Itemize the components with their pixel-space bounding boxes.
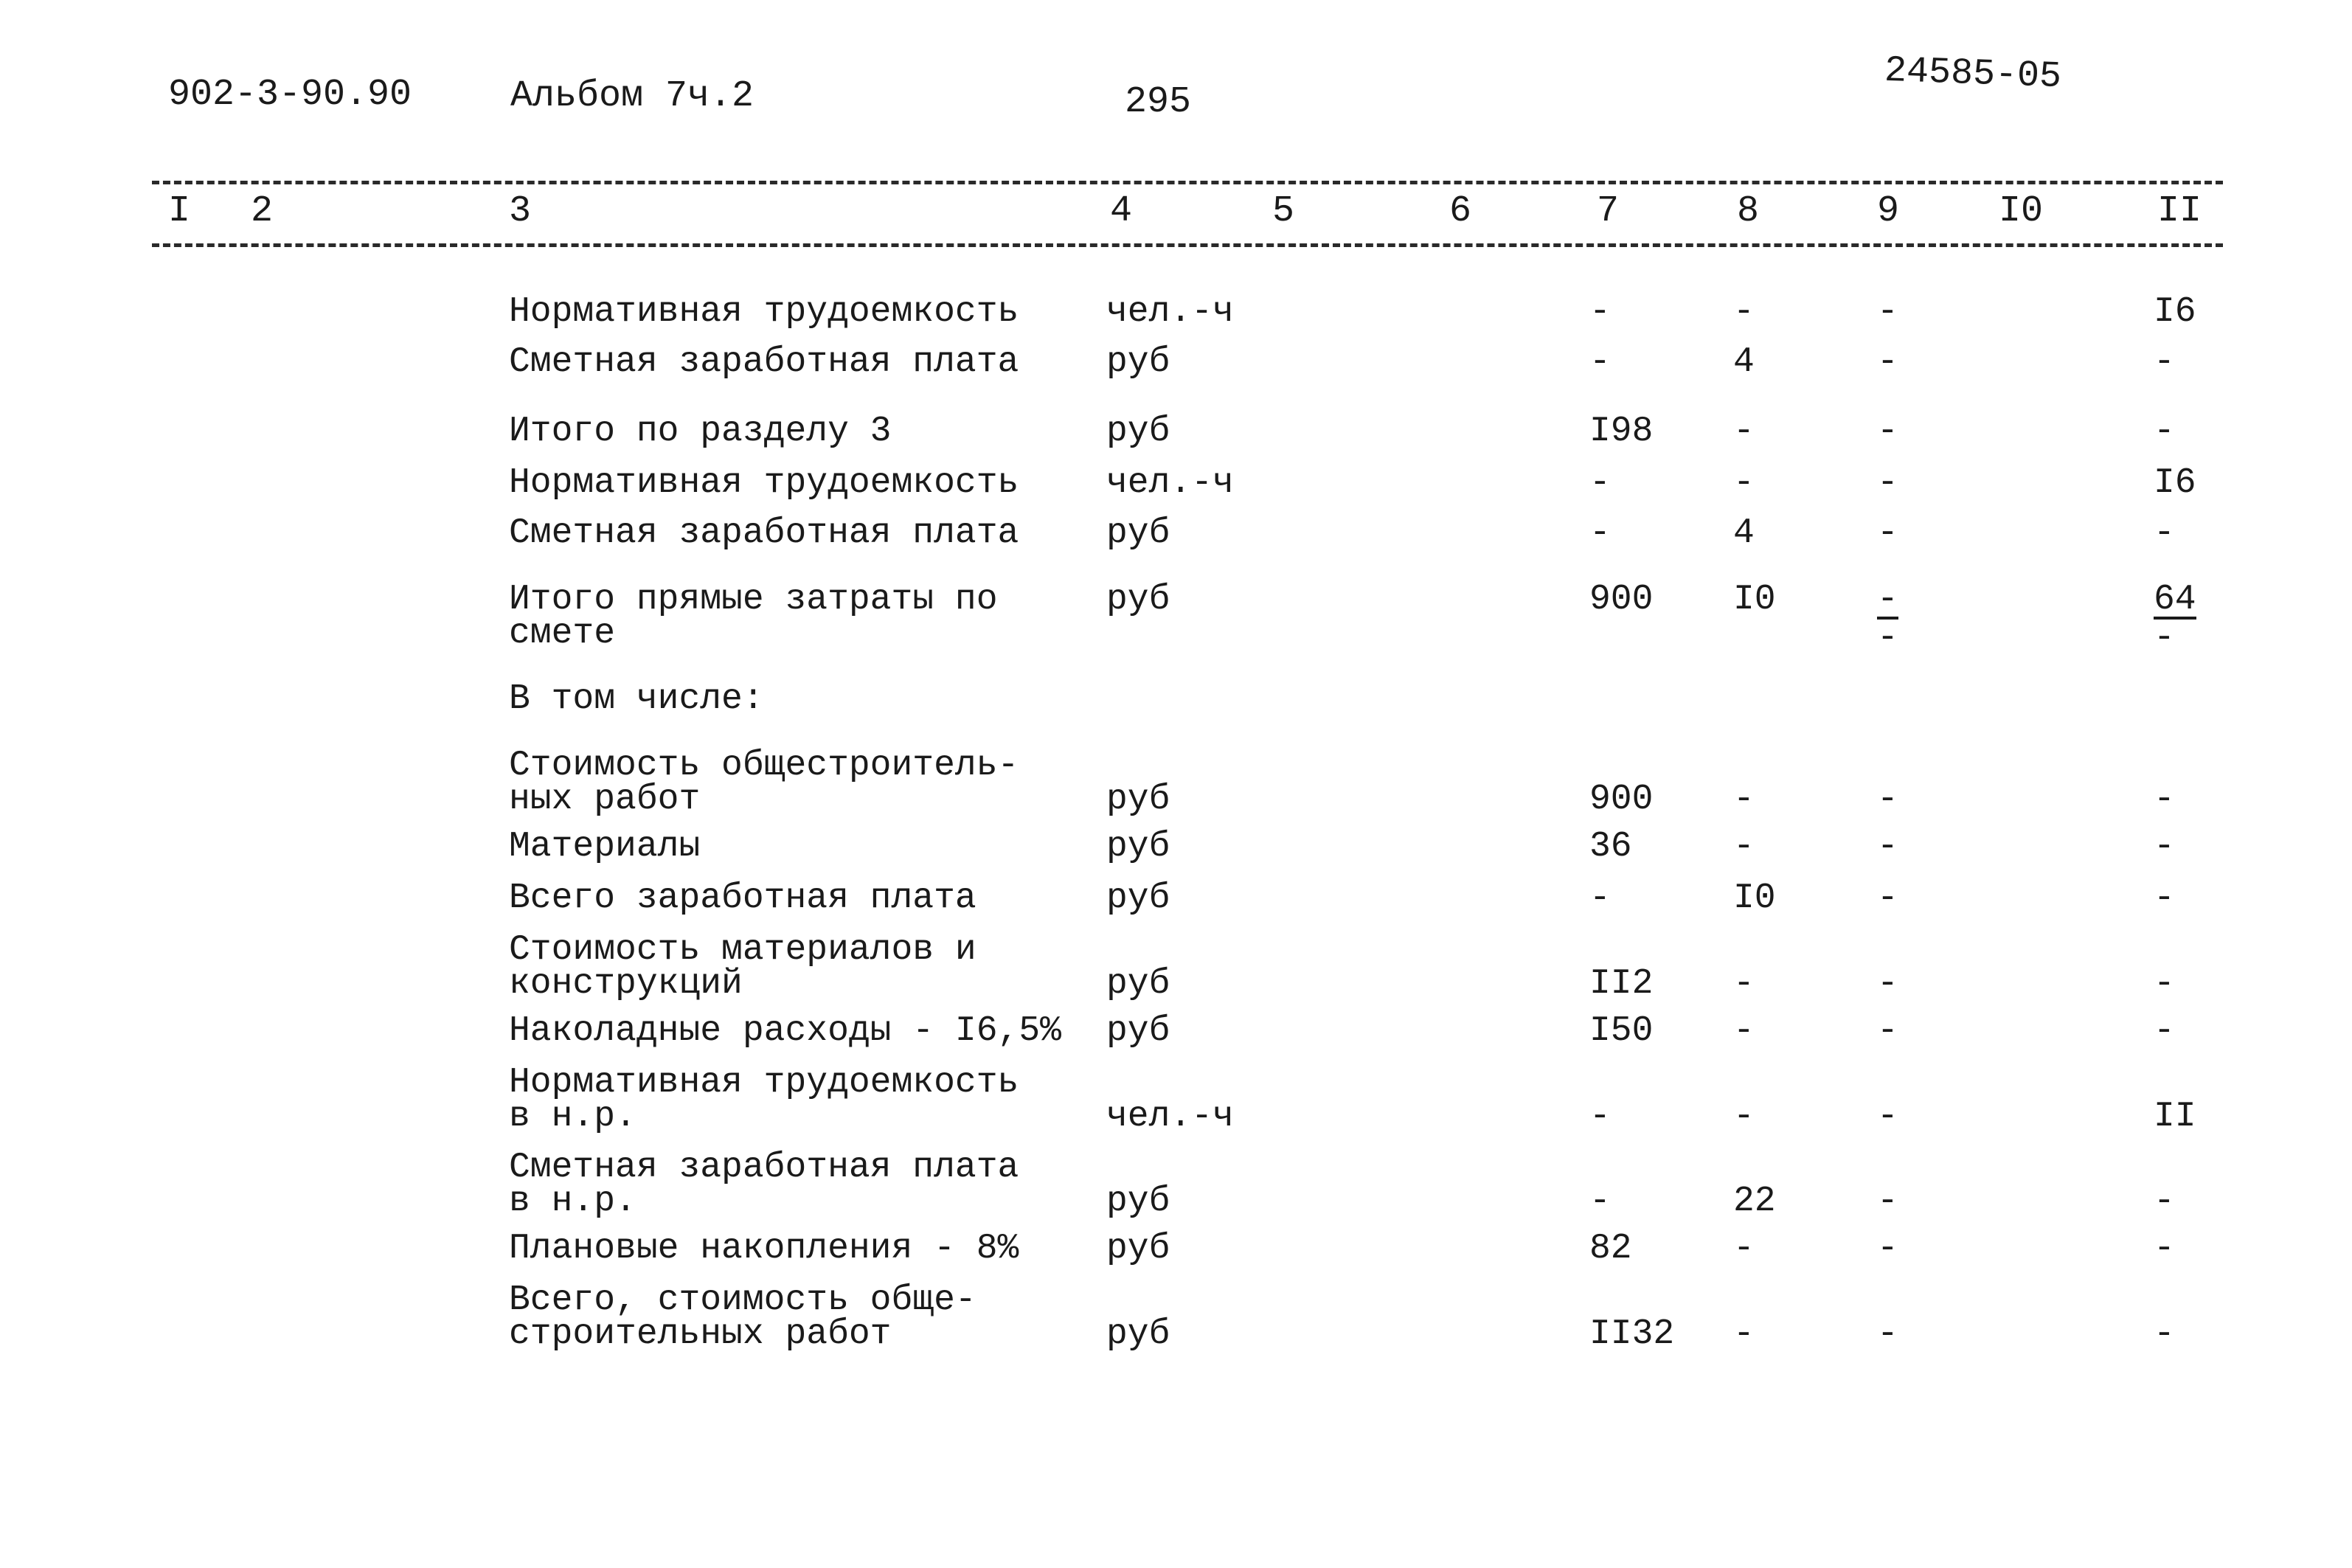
row-label: В том числе: [509, 679, 764, 719]
row-label: ных работ [509, 780, 701, 819]
col8-value: - [1733, 1314, 1755, 1354]
document-code: 902-3-90.90 [168, 74, 412, 116]
row-unit: руб [1106, 827, 1170, 867]
column-number-9: 9 [1877, 190, 1900, 232]
column-number-6: 6 [1449, 190, 1472, 232]
column-number-11: II [2157, 190, 2202, 232]
col9-value: - [1877, 964, 1898, 1004]
row-unit: чел.-ч [1106, 1097, 1234, 1137]
row-unit: руб [1106, 1011, 1170, 1051]
col7-value: 900 [1589, 580, 1654, 620]
col7-value: - [1589, 342, 1611, 382]
col7-value: I50 [1589, 1011, 1654, 1051]
column-number-4: 4 [1110, 190, 1133, 232]
row-label: строительных работ [509, 1314, 892, 1354]
row-label: Материалы [509, 827, 701, 867]
col9-value: - [1877, 1182, 1898, 1221]
col9-value: - [1877, 412, 1898, 451]
col8-value: - [1733, 1011, 1755, 1051]
album-label: Альбом 7ч.2 [510, 75, 754, 117]
col9-value: - [1877, 342, 1898, 382]
col9-value: - [1877, 1011, 1898, 1051]
row-label: Нормативная трудоемкость [509, 1063, 1019, 1103]
col7-value: 82 [1589, 1229, 1632, 1269]
col8-value: I0 [1733, 580, 1776, 620]
col8-value: - [1733, 412, 1755, 451]
column-number-1: I [168, 190, 191, 232]
column-number-5: 5 [1272, 190, 1295, 232]
col7-value: II2 [1589, 964, 1654, 1004]
col11-value: I6 [2154, 463, 2196, 503]
col8-value: 4 [1733, 342, 1755, 382]
column-number-2: 2 [251, 190, 274, 232]
row-label: Стоимость общестроитель- [509, 746, 1019, 785]
col11-value: - [2154, 827, 2175, 867]
row-unit: руб [1106, 780, 1170, 819]
row-label: Стоимость материалов и [509, 930, 976, 970]
row-unit: руб [1106, 342, 1170, 382]
col11-value: - [2154, 1182, 2175, 1221]
col8-value: 4 [1733, 513, 1755, 553]
row-label: Итого по разделу 3 [509, 412, 892, 451]
col9-value: - [1877, 513, 1898, 553]
col7-value: 900 [1589, 780, 1654, 819]
col11-value: - [2154, 513, 2175, 553]
col7-value: - [1589, 1097, 1611, 1137]
col8-value: - [1733, 1229, 1755, 1269]
col7-value: - [1589, 463, 1611, 503]
col9-value: - [1877, 878, 1898, 918]
col11-value: II [2154, 1097, 2196, 1137]
row-label: Сметная заработная плата [509, 342, 1019, 382]
row-unit: руб [1106, 1314, 1170, 1354]
row-unit: руб [1106, 878, 1170, 918]
col9-value: - [1877, 1314, 1898, 1354]
col8-value: - [1733, 1097, 1755, 1137]
row-label: Всего заработная плата [509, 878, 976, 918]
col7-value: - [1589, 292, 1611, 332]
row-label: Плановые накопления - 8% [509, 1229, 1019, 1269]
col9-value: - [1877, 580, 1898, 620]
col9-value: - [1877, 1229, 1898, 1269]
col9-value: - [1877, 780, 1898, 819]
row-unit: руб [1106, 1229, 1170, 1269]
row-label: Сметная заработная плата [509, 513, 1019, 553]
column-number-10: I0 [1999, 190, 2044, 232]
col11-value: 64 [2154, 580, 2196, 620]
col11-value: - [2154, 342, 2175, 382]
col7-value: I98 [1589, 412, 1654, 451]
col8-value: - [1733, 827, 1755, 867]
col7-value: II32 [1589, 1314, 1675, 1354]
row-unit: руб [1106, 1182, 1170, 1221]
col9-extra-value: - [1877, 618, 1898, 658]
column-number-7: 7 [1597, 190, 1620, 232]
row-label: Нормативная трудоемкость [509, 463, 1019, 503]
row-unit: руб [1106, 964, 1170, 1004]
col11-value: - [2154, 1011, 2175, 1051]
col9-value: - [1877, 292, 1898, 332]
col11-extra-value: - [2154, 618, 2175, 658]
row-label: в н.р. [509, 1182, 636, 1221]
col8-value: - [1733, 964, 1755, 1004]
column-number-3: 3 [509, 190, 532, 232]
col11-value: - [2154, 1229, 2175, 1269]
row-unit: чел.-ч [1106, 292, 1234, 332]
col11-value: - [2154, 780, 2175, 819]
col11-value: - [2154, 1314, 2175, 1354]
col8-value: I0 [1733, 878, 1776, 918]
row-unit: руб [1106, 513, 1170, 553]
row-unit: руб [1106, 412, 1170, 451]
row-unit: руб [1106, 580, 1170, 620]
col8-value: - [1733, 463, 1755, 503]
col8-value: 22 [1733, 1182, 1776, 1221]
row-label: Нормативная трудоемкость [509, 292, 1019, 332]
row-unit: чел.-ч [1106, 463, 1234, 503]
row-label: Итого прямые затраты по [509, 580, 998, 620]
col11-value: - [2154, 412, 2175, 451]
row-label: конструкций [509, 964, 743, 1004]
table-top-rule [152, 181, 2223, 184]
row-label: Сметная заработная плата [509, 1148, 1019, 1187]
col7-value: 36 [1589, 827, 1632, 867]
column-number-8: 8 [1737, 190, 1760, 232]
doc-number: 24585-05 [1884, 49, 2062, 99]
row-label: Всего, стоимость обще- [509, 1280, 976, 1320]
col11-value: I6 [2154, 292, 2196, 332]
row-label: смете [509, 614, 616, 653]
col7-value: - [1589, 1182, 1611, 1221]
col7-value: - [1589, 878, 1611, 918]
col8-value: - [1733, 292, 1755, 332]
col8-value: - [1733, 780, 1755, 819]
row-label: Наколадные расходы - I6,5% [509, 1011, 1061, 1051]
col11-value: - [2154, 964, 2175, 1004]
page-number: 295 [1125, 81, 1192, 123]
col9-value: - [1877, 463, 1898, 503]
col11-value: - [2154, 878, 2175, 918]
col7-value: - [1589, 513, 1611, 553]
col9-value: - [1877, 827, 1898, 867]
table-header-rule [152, 243, 2223, 247]
col9-value: - [1877, 1097, 1898, 1137]
row-label: в н.р. [509, 1097, 636, 1137]
